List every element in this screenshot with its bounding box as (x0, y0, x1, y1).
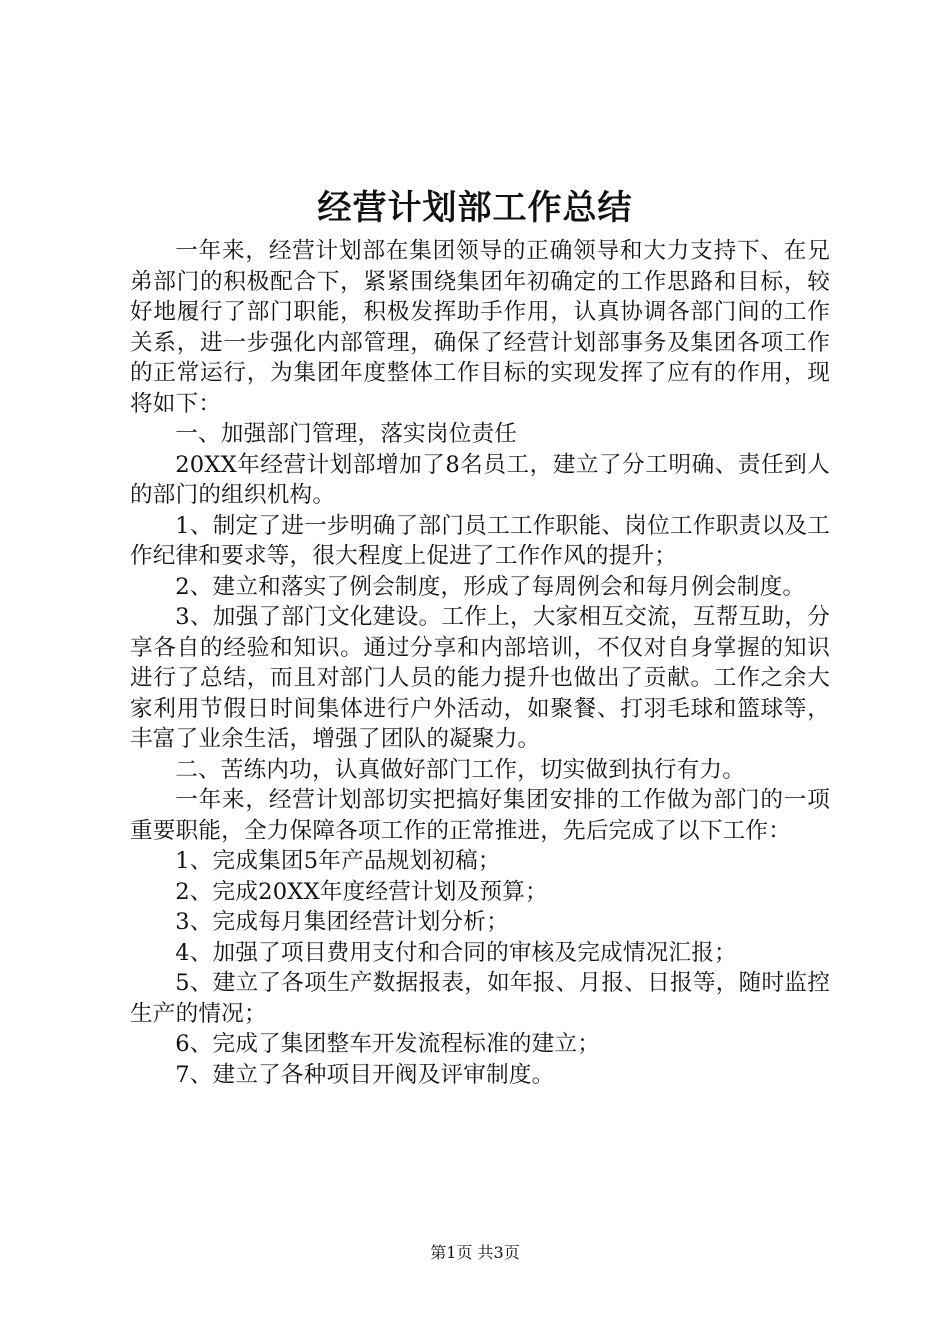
list-item: 2、建立和落实了例会制度，形成了每周例会和每月例会制度。 (175, 573, 806, 600)
list-item: 1、完成集团5年产品规划初稿； (175, 848, 501, 874)
list-item: 5、建立了各项生产数据报表，如年报、月报、日报等，随时监控生产的情况； (130, 970, 830, 1027)
list-item: 7、建立了各种项目开阀及评审制度。 (175, 1061, 555, 1088)
list-item: 3、加强了部门文化建设。工作上，大家相互交流，互帮互助，分享各自的经验和知识。通过分享和内部培训，不仅对自身掌握的知识进行了总结，而且对部门人员的能力提升也做出了贡献。工作之余大家利用节假日时间集体进行户外活动，如聚餐、打羽毛球和篮球等，丰富了业余生活，增强了团队的凝聚力。 (130, 604, 830, 752)
list-item: 2、完成20XX年度经营计划及预算； (175, 878, 548, 905)
document-title: 经营计划部工作总结 (317, 188, 633, 228)
list-item: 3、完成每月集团经营计划分析； (175, 909, 509, 935)
list-item: 6、完成了集团整车开发流程标准的建立； (175, 1031, 601, 1057)
page-indicator: 第1页 共3页 (430, 1243, 520, 1262)
section-heading-1: 一、加强部门管理，落实岗位责任 (175, 421, 518, 447)
document-body (130, 236, 830, 1090)
paragraph-staffing: 20XX年经营计划部增加了8名员工，建立了分工明确、责任到人的部门的组织机构。 (130, 451, 830, 508)
list-item: 1、制定了进一步明确了部门员工工作职能、岗位工作职责以及工作纪律和要求等，很大程度上促进了工作作风的提升； (130, 512, 830, 569)
paragraph-work-summary: 一年来，经营计划部切实把搞好集团安排的工作做为部门的一项重要职能，全力保障各项工作的正常推进，先后完成了以下工作： (130, 787, 830, 844)
section-heading-2: 二、苦练内功，认真做好部门工作，切实做到执行有力。 (175, 756, 746, 783)
list-item: 4、加强了项目费用支付和合同的审核及完成情况汇报； (175, 939, 737, 966)
paragraph-intro: 一年来，经营计划部在集团领导的正确领导和大力支持下、在兄弟部门的积极配合下，紧紧围绕集团年初确定的工作思路和目标，较好地履行了部门职能，积极发挥助手作用，认真协调各部门间的工作关系，进一步强化内部管理，确保了经营计划部事务及集团各项工作的正常运行，为集团年度整体工作目标的实现发挥了应有的作用，现将如下： (130, 238, 830, 417)
